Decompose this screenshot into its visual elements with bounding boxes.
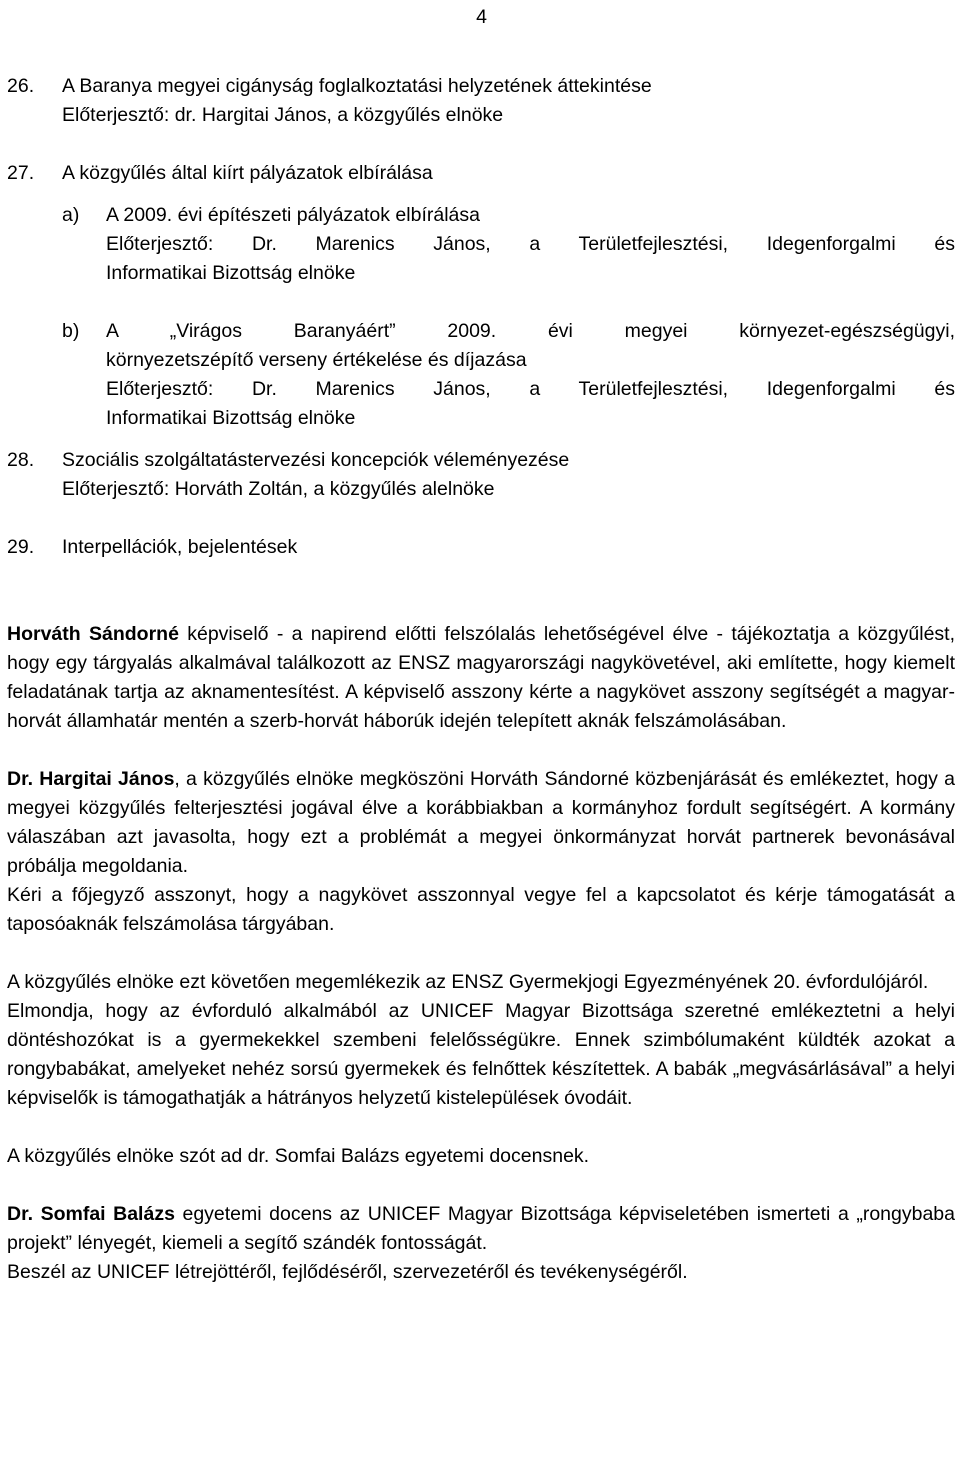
- agenda-item-title: Szociális szolgáltatástervezési koncepciók véleményezése: [62, 449, 570, 471]
- subitem-presenter-cont: Informatikai Bizottság elnöke: [106, 407, 356, 429]
- subitem-presenter: Előterjesztő: Dr. Marenics János, a Területfejlesztési, Idegenforgalmi és: [106, 233, 955, 255]
- paragraph-somfai-cont: Beszél az UNICEF létrejöttéről, fejlődéséről, szervezetéről és tevékenységéről.: [7, 1261, 688, 1283]
- agenda-item-26: [7, 72, 955, 130]
- paragraph-unicef: Elmondja, hogy az évforduló alkalmából az UNICEF Magyar Bizottsága szeretné emlékeztetni a helyi döntéshozókat is a gyermekekkel szembeni felelősségükre. Ennek szimbólumaként küldték azokat a rongybabákat, amelyeket nehéz sorsú gyermekek és felnőttek készítettek. A babák „megvásárlásával” a helyi képviselők is támogathatják a hátrányos helyzetű kistelepülések óvodáit.: [7, 1000, 955, 1109]
- agenda-item-28: [7, 446, 955, 504]
- paragraph-somfai: [7, 1200, 955, 1258]
- speaker-name: Dr. Somfai Balázs: [7, 1203, 175, 1225]
- subitem-title: A „Virágos Baranyáért” 2009. évi megyei környezet-egészségügyi,: [106, 320, 955, 342]
- agenda-item-number: 27.: [7, 162, 35, 184]
- agenda-item-title: A Baranya megyei cigányság foglalkoztatási helyzetének áttekintése: [62, 75, 652, 97]
- document-content: [7, 72, 955, 1287]
- paragraph-request: Kéri a főjegyző asszonyt, hogy a nagykövet asszonnyal vegye fel a kapcsolatot és kérje támogatását a taposóaknák felszámolása tárgyában.: [7, 884, 955, 935]
- paragraph-text: , a közgyűlés elnöke megköszöni Horváth Sándorné közbenjárását és emlékeztet, hogy a megyei közgyűlés felterjesztési jogával élve a korábbiakban a kormányhoz fordult segítségért. A kormány válaszában azt javasolta, hogy ezt a problémát a megyei önkormányzat horvát partnerek bevonásával próbálja megoldania.: [7, 768, 956, 877]
- subitem-label: b): [62, 320, 80, 342]
- subitem-label: a): [62, 204, 80, 226]
- subitem-title: A 2009. évi építészeti pályázatok elbírálása: [106, 204, 480, 226]
- paragraph-hargitai: [7, 765, 955, 881]
- speaker-name: Dr. Hargitai János: [7, 768, 175, 790]
- speaker-name: Horváth Sándorné: [7, 623, 179, 645]
- page-number: 4: [476, 6, 487, 28]
- paragraph-floor: A közgyűlés elnöke szót ad dr. Somfai Balázs egyetemi docensnek.: [7, 1145, 590, 1167]
- agenda-item-number: 29.: [7, 536, 35, 558]
- agenda-item-number: 26.: [7, 75, 35, 97]
- agenda-item-title: Interpellációk, bejelentések: [62, 536, 298, 558]
- subitem-title-cont: környezetszépítő verseny értékelése és díjazása: [106, 349, 527, 371]
- paragraph-commemoration: A közgyűlés elnöke ezt követően megemlékezik az ENSZ Gyermekjogi Egyezményének 20. évfordulójáról.: [7, 971, 929, 993]
- agenda-item-title: A közgyűlés által kiírt pályázatok elbírálása: [62, 162, 433, 184]
- agenda-item-presenter: Előterjesztő: dr. Hargitai János, a közgyűlés elnöke: [62, 104, 504, 126]
- agenda-subitem-a: [62, 201, 955, 288]
- agenda-subitem-b: [62, 317, 955, 433]
- subitem-presenter-cont: Informatikai Bizottság elnöke: [106, 262, 356, 284]
- agenda-item-29: [7, 533, 955, 562]
- paragraph-text: képviselő - a napirend előtti felszólalás lehetőségével élve - tájékoztatja a közgyűlést, hogy egy tárgyalás alkalmával találkozott az ENSZ magyarországi nagykövetével, aki említette, hogy kiemelt feladatának tartja az aknamentesítést. A képviselő asszony kérte a nagykövet asszony segítségét a magyar-horvát államhatár mentén a szerb-horvát háborúk idején telepített aknák felszámolásában.: [7, 623, 955, 732]
- agenda-item-27: [7, 159, 955, 433]
- subitem-presenter: Előterjesztő: Dr. Marenics János, a Területfejlesztési, Idegenforgalmi és: [106, 378, 955, 400]
- paragraph-horvath: [7, 620, 955, 736]
- agenda-item-number: 28.: [7, 449, 35, 471]
- agenda-item-presenter: Előterjesztő: Horváth Zoltán, a közgyűlés alelnöke: [62, 478, 495, 500]
- minutes-body: [7, 620, 955, 1287]
- paragraph-text: egyetemi docens az UNICEF Magyar Bizottsága képviseletében ismerteti a „rongybaba projekt” lényegét, kiemeli a segítő szándék fontosságát.: [7, 1203, 955, 1254]
